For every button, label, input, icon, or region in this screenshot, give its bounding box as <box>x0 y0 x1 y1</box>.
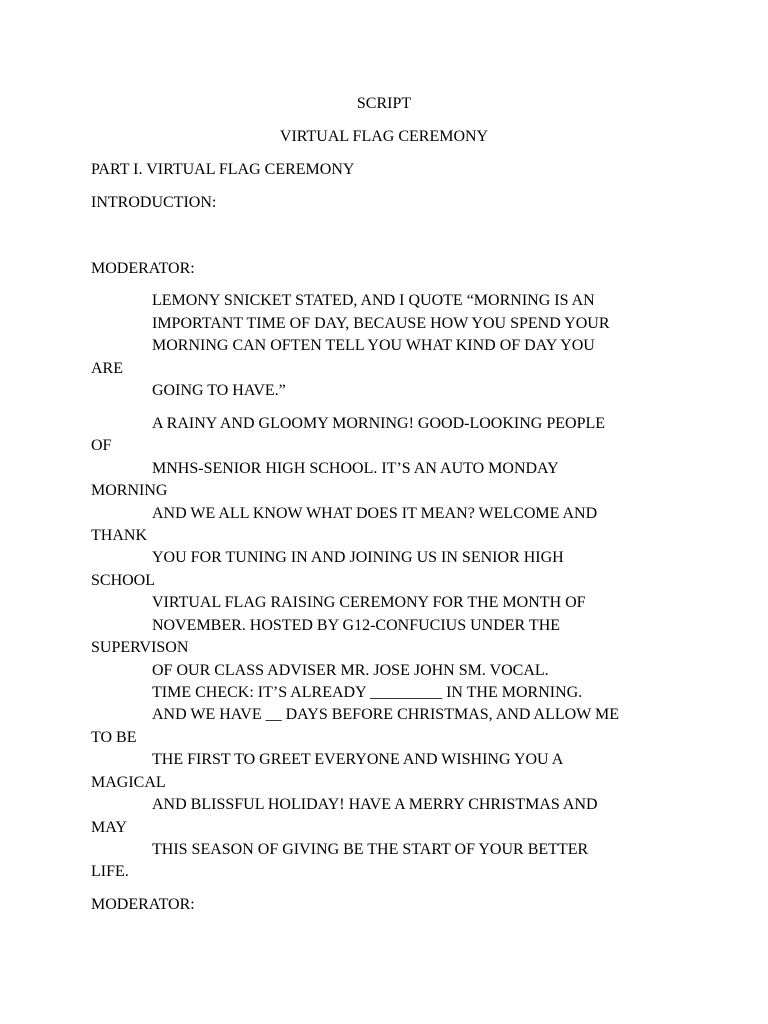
paragraph-line: YOU FOR TUNING IN AND JOINING US IN SENIOR HIGH <box>152 549 564 566</box>
paragraph-line: AND BLISSFUL HOLIDAY! HAVE A MERRY CHRISTMAS AND <box>152 796 598 813</box>
paragraph-line: THANK <box>91 527 147 544</box>
paragraph-line: SUPERVISON <box>91 639 189 656</box>
paragraph-line: MORNING <box>91 482 168 499</box>
introduction-label: INTRODUCTION: <box>91 194 217 211</box>
paragraph-line: VIRTUAL FLAG RAISING CEREMONY FOR THE MONTH OF <box>152 594 586 611</box>
paragraph-line: LEMONY SNICKET STATED, AND I QUOTE “MORNING IS AN <box>152 292 595 309</box>
paragraph-line: TIME CHECK: IT’S ALREADY _________ IN THE MORNING. <box>152 684 583 701</box>
paragraph-line: LIFE. <box>91 863 129 880</box>
paragraph-line: SCHOOL <box>91 572 156 589</box>
paragraph-line: OF OUR CLASS ADVISER MR. JOSE JOHN SM. VOCAL. <box>152 662 549 679</box>
moderator-label: MODERATOR: <box>91 260 195 277</box>
paragraph-line: MNHS-SENIOR HIGH SCHOOL. IT’S AN AUTO MONDAY <box>152 460 559 477</box>
paragraph-line: MAY <box>91 819 127 836</box>
part-heading: PART I. VIRTUAL FLAG CEREMONY <box>91 161 355 178</box>
paragraph-line: AND WE ALL KNOW WHAT DOES IT MEAN? WELCOME AND <box>152 505 598 522</box>
moderator-label: MODERATOR: <box>91 896 195 913</box>
paragraph-line: THIS SEASON OF GIVING BE THE START OF YOUR BETTER <box>152 841 589 858</box>
document-title: SCRIPT <box>356 95 412 112</box>
paragraph-line: AND WE HAVE __ DAYS BEFORE CHRISTMAS, AND ALLOW ME <box>152 706 620 723</box>
paragraph-line: NOVEMBER. HOSTED BY G12-CONFUCIUS UNDER THE <box>152 617 561 634</box>
paragraph-line: MORNING CAN OFTEN TELL YOU WHAT KIND OF DAY YOU <box>152 337 595 354</box>
paragraph-line: A RAINY AND GLOOMY MORNING! GOOD-LOOKING PEOPLE <box>152 415 606 432</box>
paragraph-line: ARE <box>91 360 123 377</box>
paragraph-line: GOING TO HAVE.” <box>152 382 286 399</box>
paragraph-line: OF <box>91 437 112 454</box>
paragraph-line: THE FIRST TO GREET EVERYONE AND WISHING YOU A <box>152 751 564 768</box>
paragraph-line: TO BE <box>91 729 137 746</box>
document-subtitle: VIRTUAL FLAG CEREMONY <box>279 128 489 145</box>
paragraph-line: IMPORTANT TIME OF DAY, BECAUSE HOW YOU SPEND YOUR <box>152 315 610 332</box>
paragraph-line: MAGICAL <box>91 774 166 791</box>
